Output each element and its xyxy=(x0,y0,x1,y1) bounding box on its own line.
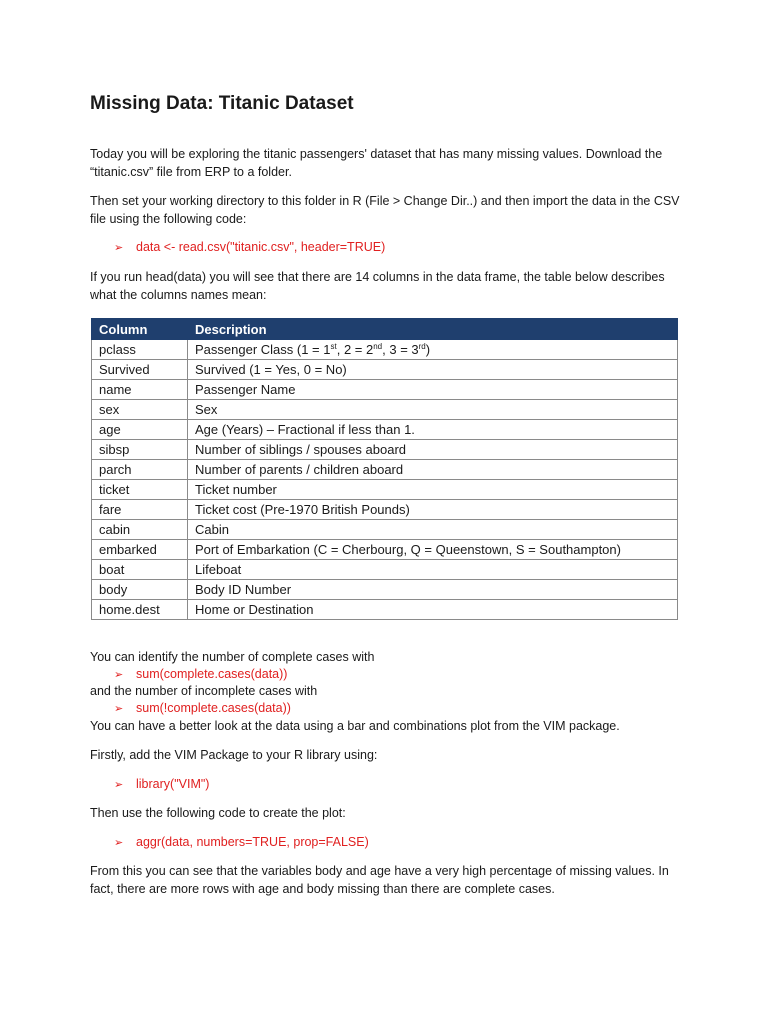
code-library xyxy=(114,775,209,794)
then-paragraph: Then use the following code to create the plot: xyxy=(90,806,346,820)
description-cell: Ticket number xyxy=(188,480,678,500)
bullet-arrow-icon: ➢ xyxy=(114,703,124,715)
page-title: Missing Data: Titanic Dataset xyxy=(90,93,354,114)
table-row xyxy=(92,500,678,520)
table-header-column: Column xyxy=(92,319,188,340)
description-cell: Lifeboat xyxy=(188,560,678,580)
columns-table xyxy=(91,318,678,620)
description-cell: Sex xyxy=(188,400,678,420)
bullet-arrow-icon: ➢ xyxy=(114,837,124,849)
description-cell: Survived (1 = Yes, 0 = No) xyxy=(188,360,678,380)
table-header-description: Description xyxy=(188,319,678,340)
table-row xyxy=(92,420,678,440)
description-cell: Body ID Number xyxy=(188,580,678,600)
table-header-row xyxy=(92,319,678,340)
table-row xyxy=(92,600,678,620)
table-row xyxy=(92,400,678,420)
table-row xyxy=(92,580,678,600)
column-name-cell: cabin xyxy=(92,520,188,540)
code-read-csv-text: data <- read.csv("titanic.csv", header=TRUE) xyxy=(136,240,386,254)
column-name-cell: home.dest xyxy=(92,600,188,620)
column-name-cell: body xyxy=(92,580,188,600)
table-row xyxy=(92,520,678,540)
description-cell: Number of siblings / spouses aboard xyxy=(188,440,678,460)
description-cell: Passenger Class (1 = 1st, 2 = 2nd, 3 = 3rd) xyxy=(188,340,678,360)
table-row xyxy=(92,480,678,500)
column-name-cell: boat xyxy=(92,560,188,580)
vim-paragraph: You can have a better look at the data using a bar and combinations plot from the VIM package. xyxy=(90,719,620,733)
column-name-cell: age xyxy=(92,420,188,440)
description-cell: Number of parents / children aboard xyxy=(188,460,678,480)
firstly-paragraph: Firstly, add the VIM Package to your R library using: xyxy=(90,748,378,762)
bullet-arrow-icon: ➢ xyxy=(114,242,124,254)
incomplete-cases-paragraph: and the number of incomplete cases with xyxy=(90,684,318,698)
complete-cases-paragraph: You can identify the number of complete cases with xyxy=(90,650,375,664)
bullet-arrow-icon: ➢ xyxy=(114,779,124,791)
code-aggr xyxy=(114,833,369,852)
description-cell: Port of Embarkation (C = Cherbourg, Q = Queenstown, S = Southampton) xyxy=(188,540,678,560)
table-row xyxy=(92,340,678,360)
column-name-cell: pclass xyxy=(92,340,188,360)
column-name-cell: parch xyxy=(92,460,188,480)
table-row xyxy=(92,560,678,580)
bullet-arrow-icon: ➢ xyxy=(114,669,124,681)
column-name-cell: Survived xyxy=(92,360,188,380)
column-name-cell: fare xyxy=(92,500,188,520)
table-row xyxy=(92,460,678,480)
conclusion-paragraph: From this you can see that the variables body and age have a very high percentage of missing values. In fact, there are more rows with age and body missing than there are complete cases. xyxy=(90,864,669,896)
column-name-cell: name xyxy=(92,380,188,400)
column-name-cell: embarked xyxy=(92,540,188,560)
code-aggr-text: aggr(data, numbers=TRUE, prop=FALSE) xyxy=(136,835,369,849)
description-cell: Age (Years) – Fractional if less than 1. xyxy=(188,420,678,440)
description-cell: Ticket cost (Pre-1970 British Pounds) xyxy=(188,500,678,520)
table-row xyxy=(92,540,678,560)
table-row xyxy=(92,440,678,460)
code-library-text: library("VIM") xyxy=(136,777,210,791)
column-name-cell: ticket xyxy=(92,480,188,500)
column-name-cell: sex xyxy=(92,400,188,420)
intro-paragraph-2: Then set your working directory to this folder in R (File > Change Dir..) and then import the data in the CSV file using the following code: xyxy=(90,194,680,226)
description-cell: Passenger Name xyxy=(188,380,678,400)
code-incomplete-cases-text: sum(!complete.cases(data)) xyxy=(136,701,291,715)
code-read-csv xyxy=(114,238,385,257)
table-row xyxy=(92,360,678,380)
column-name-cell: sibsp xyxy=(92,440,188,460)
table-row xyxy=(92,380,678,400)
intro-paragraph-1: Today you will be exploring the titanic passengers' dataset that has many missing values. Download the “titanic.csv” file from ERP to a folder. xyxy=(90,147,663,179)
code-complete-cases-text: sum(complete.cases(data)) xyxy=(136,667,288,681)
code-incomplete-cases xyxy=(114,699,291,718)
head-paragraph: If you run head(data) you will see that there are 14 columns in the data frame, the table below describes what the columns names mean: xyxy=(90,270,665,302)
description-cell: Cabin xyxy=(188,520,678,540)
description-cell: Home or Destination xyxy=(188,600,678,620)
